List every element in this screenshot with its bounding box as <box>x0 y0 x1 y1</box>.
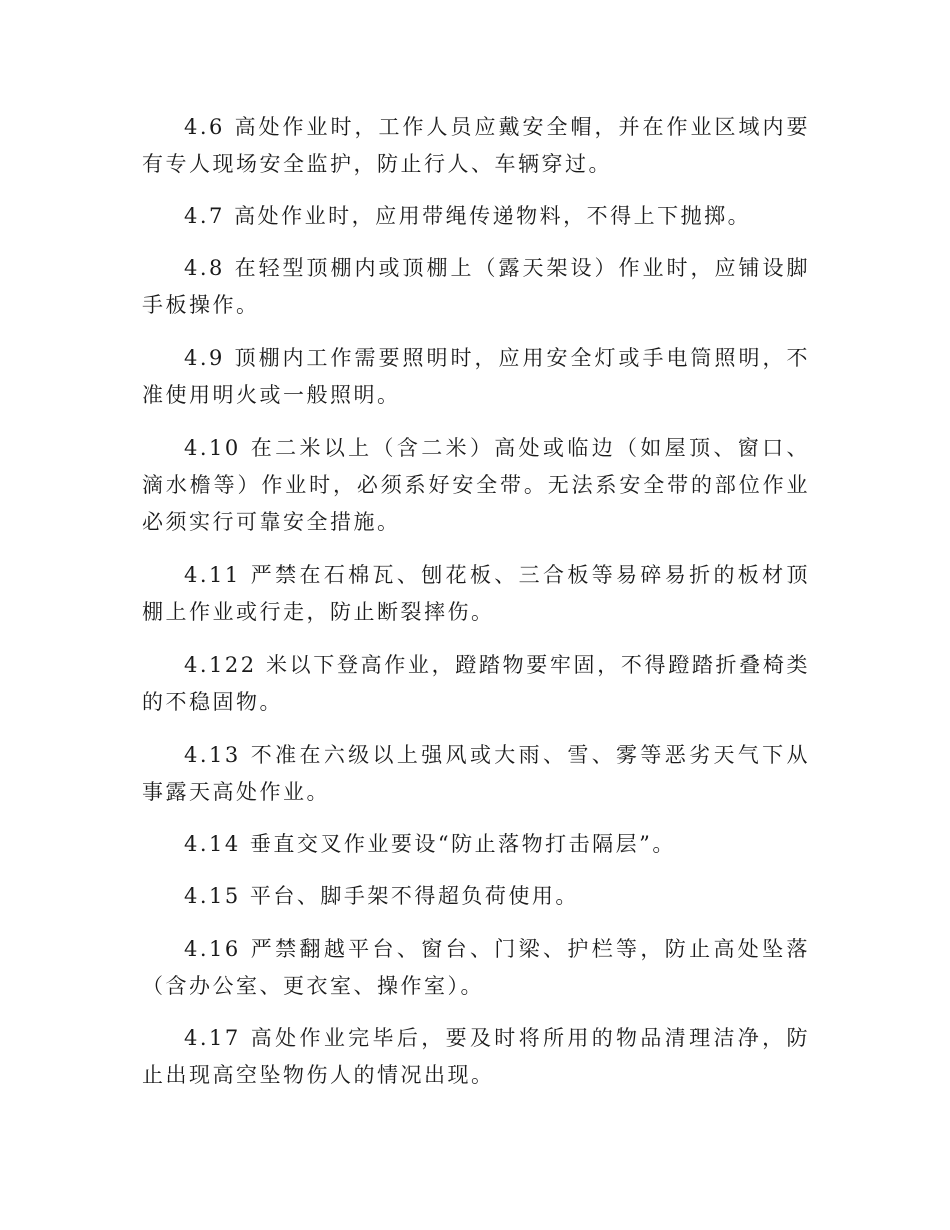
paragraph-4-8: 4.8 在轻型顶棚内或顶棚上（露天架设）作业时，应铺设脚手板操作。 <box>142 256 810 317</box>
paragraph-4-6: 4.6 高处作业时，工作人员应戴安全帽，并在作业区域内要有专人现场安全监护，防止行人、车辆穿过。 <box>142 115 810 176</box>
paragraph-4-14: 4.14 垂直交叉作业要设“防止落物打击隔层”。 <box>184 832 676 856</box>
paragraph-4-13: 4.13 不准在六级以上强风或大雨、雪、雾等恶劣天气下从事露天高处作业。 <box>142 743 810 804</box>
paragraph-4-15: 4.15 平台、脚手架不得超负荷使用。 <box>184 884 579 908</box>
paragraph-4-17: 4.17 高处作业完毕后，要及时将所用的物品清理洁净，防止出现高空坠物伤人的情况出现。 <box>142 1026 810 1087</box>
paragraph-4-12: 4.122 米以下登高作业，蹬踏物要牢固，不得蹬踏折叠椅类的不稳固物。 <box>142 653 810 714</box>
paragraph-4-11: 4.11 严禁在石棉瓦、刨花板、三合板等易碎易折的板材顶棚上作业或行走，防止断裂摔伤。 <box>142 563 810 624</box>
paragraph-4-16: 4.16 严禁翻越平台、窗台、门梁、护栏等，防止高处坠落（含办公室、更衣室、操作室）。 <box>142 937 810 998</box>
paragraph-4-9: 4.9 顶棚内工作需要照明时，应用安全灯或手电筒照明，不准使用明火或一般照明。 <box>142 346 810 407</box>
paragraph-4-7: 4.7 高处作业时，应用带绳传递物料，不得上下抛掷。 <box>184 204 752 228</box>
paragraph-4-10: 4.10 在二米以上（含二米）高处或临边（如屋顶、窗口、滴水檐等）作业时，必须系好安全带。无法系安全带的部位作业必须实行可靠安全措施。 <box>142 436 810 534</box>
